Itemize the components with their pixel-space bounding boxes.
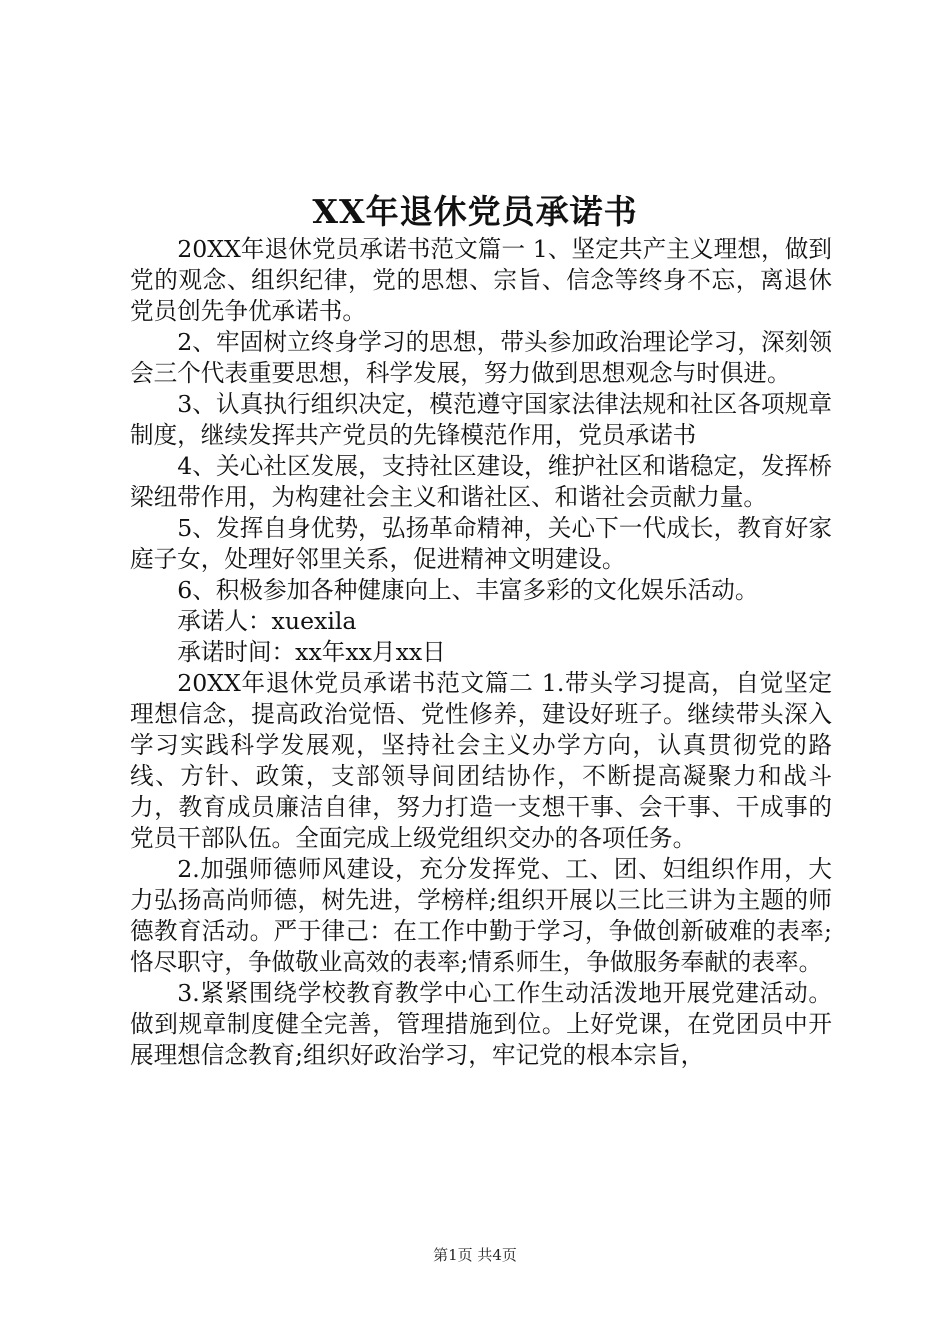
paragraph: 4、关心社区发展，支持社区建设，维护社区和谐稳定，发挥桥梁纽带作用，为构建社会主义和谐社区、和谐社会贡献力量。	[130, 452, 832, 511]
paragraph: 2、牢固树立终身学习的思想，带头参加政治理论学习，深刻领会三个代表重要思想，科学发展，努力做到思想观念与时俱进。	[130, 328, 832, 387]
page-footer: 第1页 共4页	[433, 1246, 517, 1264]
paragraph: 3.紧紧围绕学校教育教学中心工作生动活泼地开展党建活动。做到规章制度健全完善，管理措施到位。上好党课，在党团员中开展理想信念教育;组织好政治学习，牢记党的根本宗旨，	[130, 979, 832, 1069]
document-body	[130, 234, 832, 1071]
paragraph: 2.加强师德师风建设，充分发挥党、工、团、妇组织作用，大力弘扬高尚师德，树先进，学榜样;组织开展以三比三讲为主题的师德教育活动。严于律己：在工作中勤于学习，争做创新破难的表率;恪尽职守，争做敬业高效的表率;情系师生，争做服务奉献的表率。	[130, 855, 832, 976]
document-title: XX年退休党员承诺书	[312, 192, 638, 231]
paragraph: 20XX年退休党员承诺书范文篇一 1、坚定共产主义理想，做到党的观念、组织纪律，党的思想、宗旨、信念等终身不忘，离退休党员创先争优承诺书。	[130, 235, 832, 325]
paragraph: 5、发挥自身优势，弘扬革命精神，关心下一代成长，教育好家庭子女，处理好邻里关系，促进精神文明建设。	[130, 514, 832, 573]
signer-line: 承诺人：xuexila	[177, 607, 357, 635]
paragraph: 3、认真执行组织决定，模范遵守国家法律法规和社区各项规章制度，继续发挥共产党员的先锋模范作用，党员承诺书	[130, 390, 832, 449]
paragraph: 6、积极参加各种健康向上、丰富多彩的文化娱乐活动。	[177, 576, 759, 604]
paragraph: 20XX年退休党员承诺书范文篇二 1.带头学习提高，自觉坚定理想信念，提高政治觉悟、党性修养，建设好班子。继续带头深入学习实践科学发展观，坚持社会主义办学方向，认真贯彻党的路线、方针、政策，支部领导间团结协作，不断提高凝聚力和战斗力，教育成员廉洁自律，努力打造一支想干事、会干事、干成事的党员干部队伍。全面完成上级党组织交办的各项任务。	[130, 669, 832, 852]
date-line: 承诺时间：xx年xx月xx日	[177, 638, 446, 666]
